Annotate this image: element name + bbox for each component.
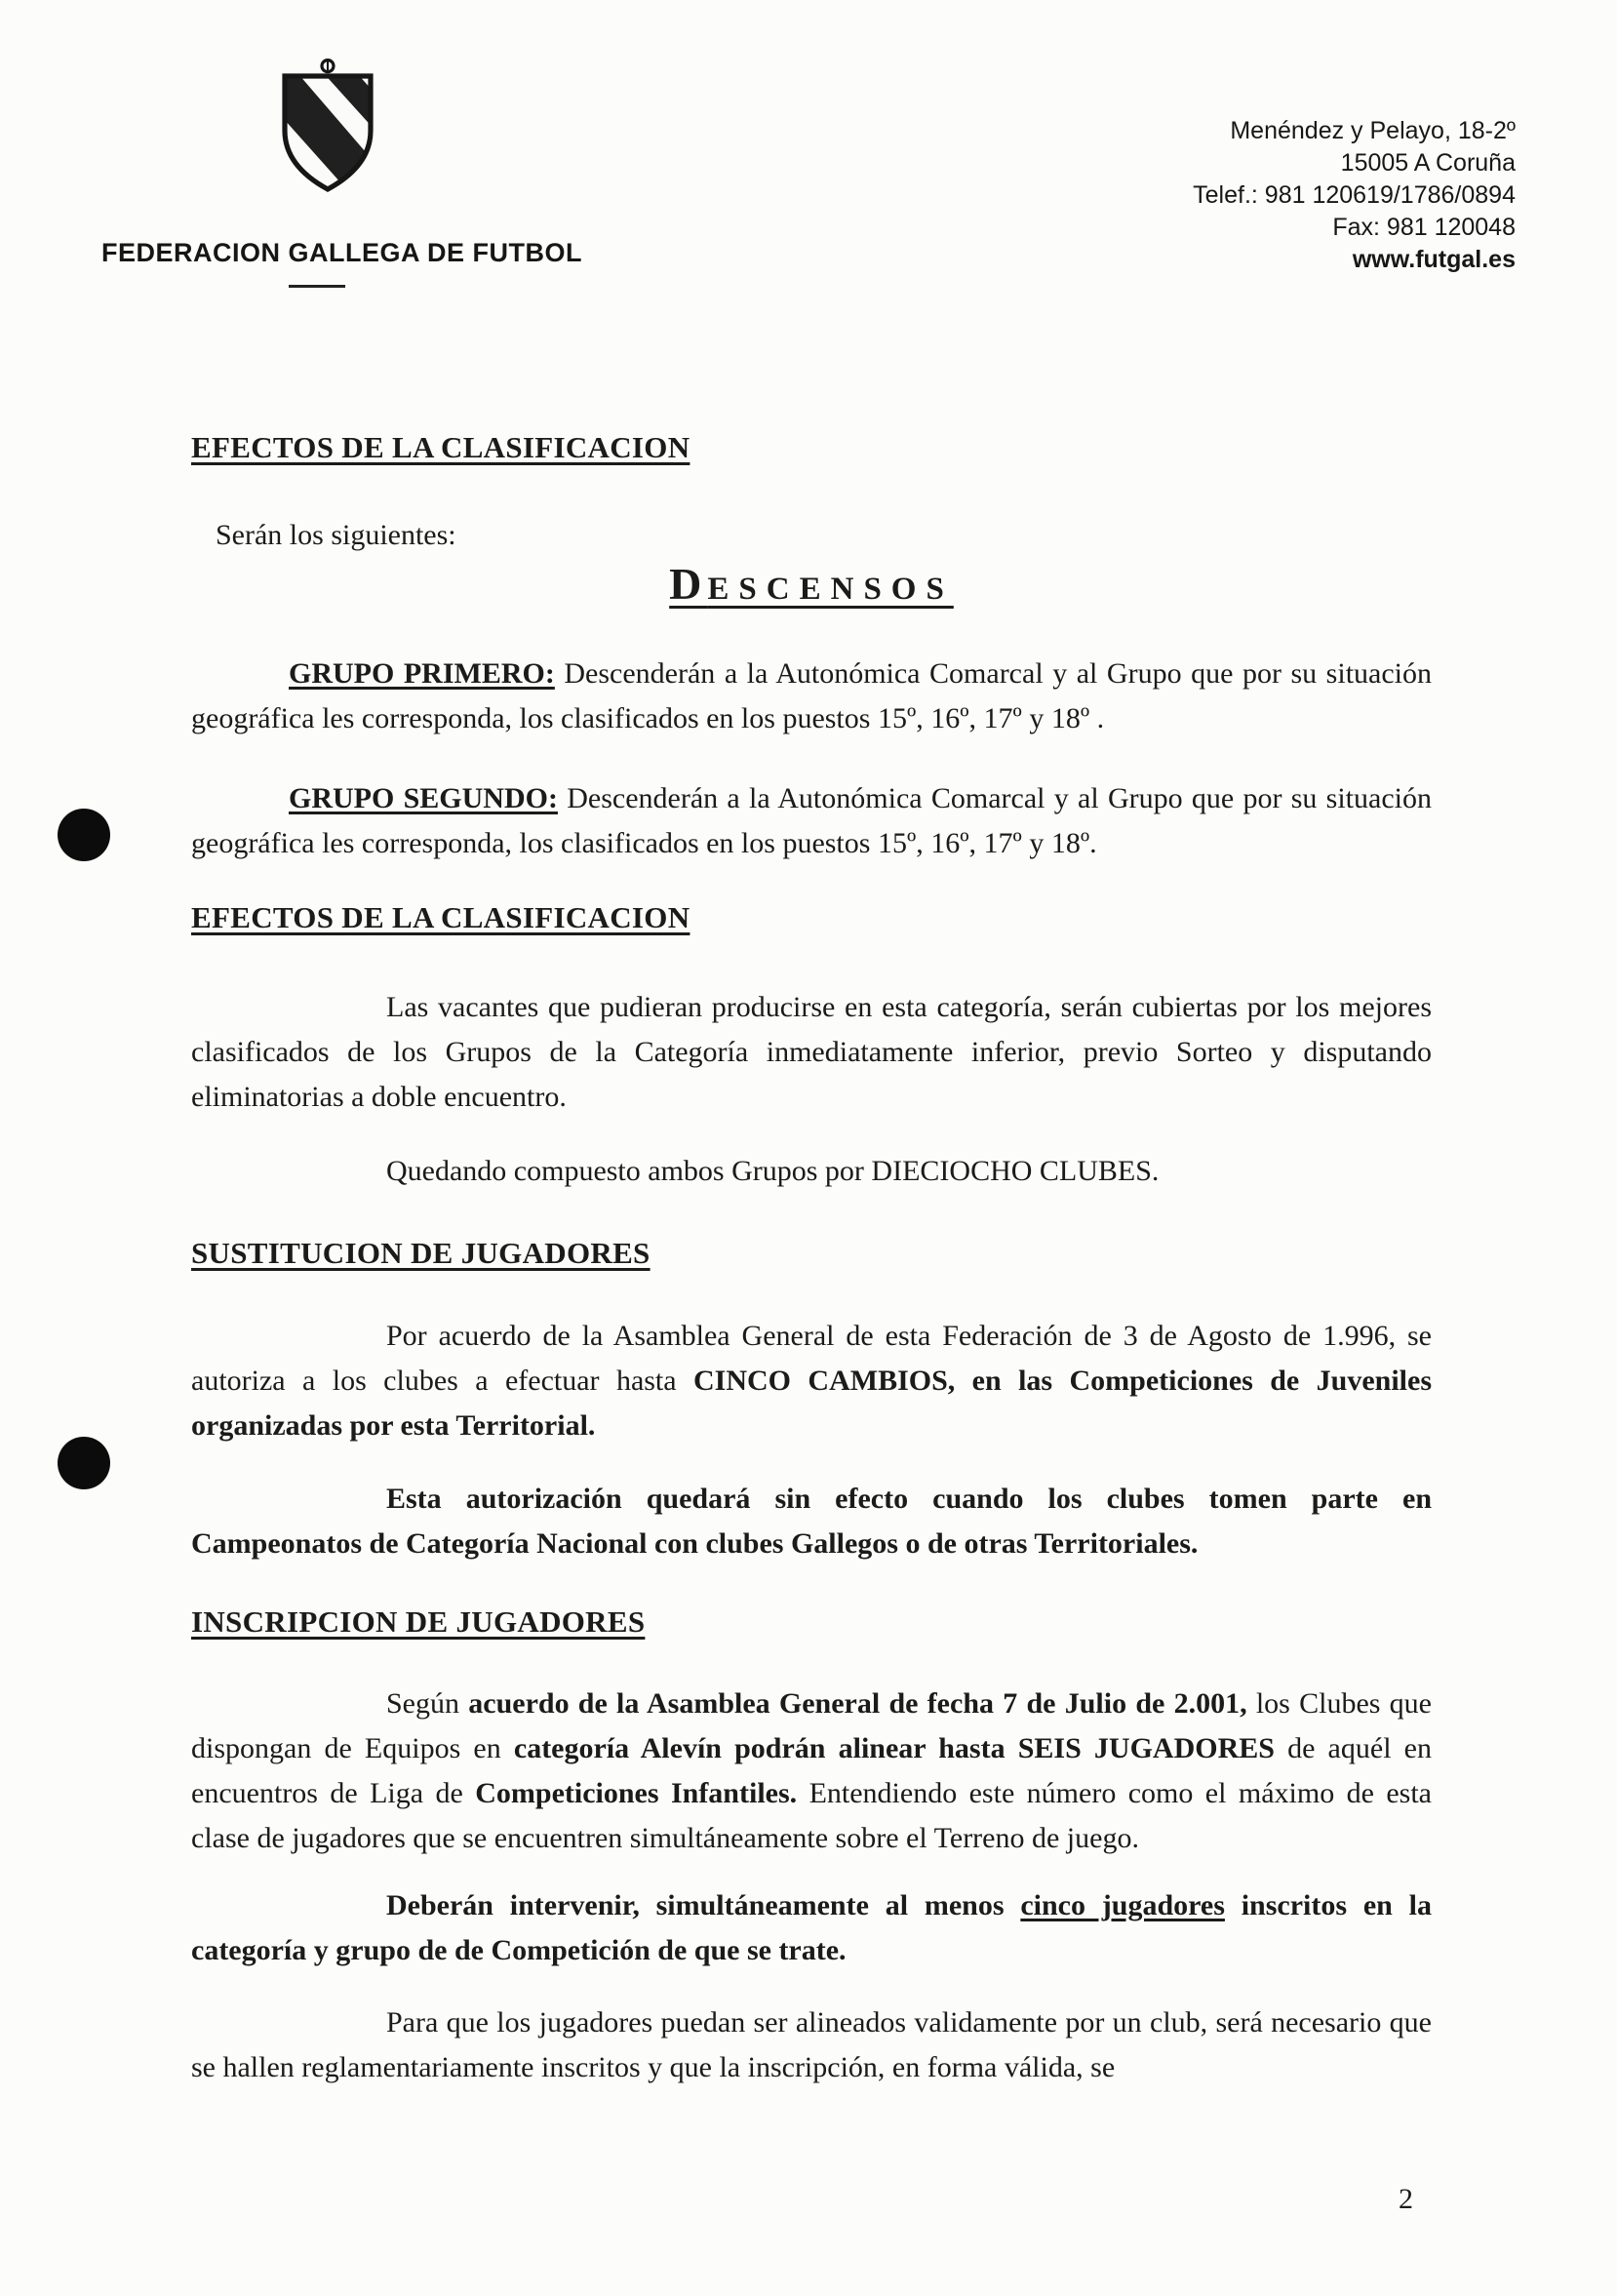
inscripcion-paragraph-3: Para que los jugadores puedan ser alineados validamente por un club, será necesario que se hallen reglamentariamente inscritos y que la inscripción, en forma válida, se — [191, 2006, 1432, 2083]
efectos-clasificacion-title-1: EFECTOS DE LA CLASIFICACION — [191, 430, 690, 464]
quedando-paragraph: Quedando compuesto ambos Grupos por DIECIOCHO CLUBES. — [386, 1155, 1160, 1187]
vacantes-paragraph: Las vacantes que pudieran producirse en esta categoría, serán cubiertas por los mejores clasificados de los Grupos de la Categoría inmediatamente inferior, previo Sorteo y disputando eliminatorias a doble encuentro. — [191, 991, 1432, 1113]
federation-crest-logo — [271, 57, 384, 200]
efectos-clasificacion-title-2: EFECTOS DE LA CLASIFICACION — [191, 900, 690, 934]
sustitucion-paragraph-1: Por acuerdo de la Asamblea General de esta Federación de 3 de Agosto de 1.996, se autoriza a los clubes a efectuar hasta CINCO CAMBIOS, en las Competiciones de Juveniles organizadas por esta Territorial. — [191, 1320, 1432, 1442]
address-line-1: Menéndez y Pelayo, 18-2º — [1230, 117, 1516, 144]
address-line-4: Fax: 981 120048 — [1332, 214, 1516, 241]
address-line-3: Telef.: 981 120619/1786/0894 — [1193, 181, 1516, 209]
descensos-heading-wrap — [191, 559, 1432, 613]
inscripcion-paragraph-2: Deberán intervenir, simultáneamente al menos cinco jugadores inscritos en la categoría y grupo de de Competición de que se trate. — [191, 1889, 1432, 1966]
hole-punch-mark-bottom — [58, 1437, 110, 1489]
org-name-underline — [289, 285, 345, 288]
descensos-title: DESCENSOS — [669, 559, 954, 609]
document-body — [191, 425, 1432, 2090]
sustitucion-paragraph-2: Esta autorización quedará sin efecto cuando los clubes tomen parte en Campeonatos de Categoría Nacional con clubes Gallegos o de otras Territoriales. — [191, 1483, 1433, 1560]
website-url: www.futgal.es — [1352, 246, 1516, 273]
grupo-primero-paragraph: GRUPO PRIMERO: Descenderán a la Autonómica Comarcal y al Grupo que por su situación geográfica les corresponda, los clasificados en los puestos 15º, 16º, 17º y 18º . — [191, 657, 1432, 734]
sustitucion-jugadores-title: SUSTITUCION DE JUGADORES — [191, 1236, 651, 1270]
intro-text: Serán los siguientes: — [216, 519, 456, 551]
inscripcion-jugadores-title: INSCRIPCION DE JUGADORES — [191, 1604, 646, 1639]
hole-punch-mark-top — [58, 809, 110, 861]
address-block — [1193, 115, 1516, 276]
org-name: FEDERACION GALLEGA DE FUTBOL — [101, 238, 582, 267]
grupo-segundo-paragraph: GRUPO SEGUNDO: Descenderán a la Autonómica Comarcal y al Grupo que por su situación geográfica les corresponda, los clasificados en los puestos 15º, 16º, 17º y 18º. — [191, 782, 1432, 859]
address-line-2: 15005 A Coruña — [1340, 149, 1516, 177]
inscripcion-paragraph-1: Según acuerdo de la Asamblea General de fecha 7 de Julio de 2.001, los Clubes que dispongan de Equipos en categoría Alevín podrán alinear hasta SEIS JUGADORES de aquél en encuentros de Liga de Competiciones Infantiles. Entendiendo este número como el máximo de esta clase de jugadores que se encuentren simultáneamente sobre el Terreno de juego. — [191, 1687, 1432, 1854]
page-number: 2 — [1399, 2183, 1413, 2215]
